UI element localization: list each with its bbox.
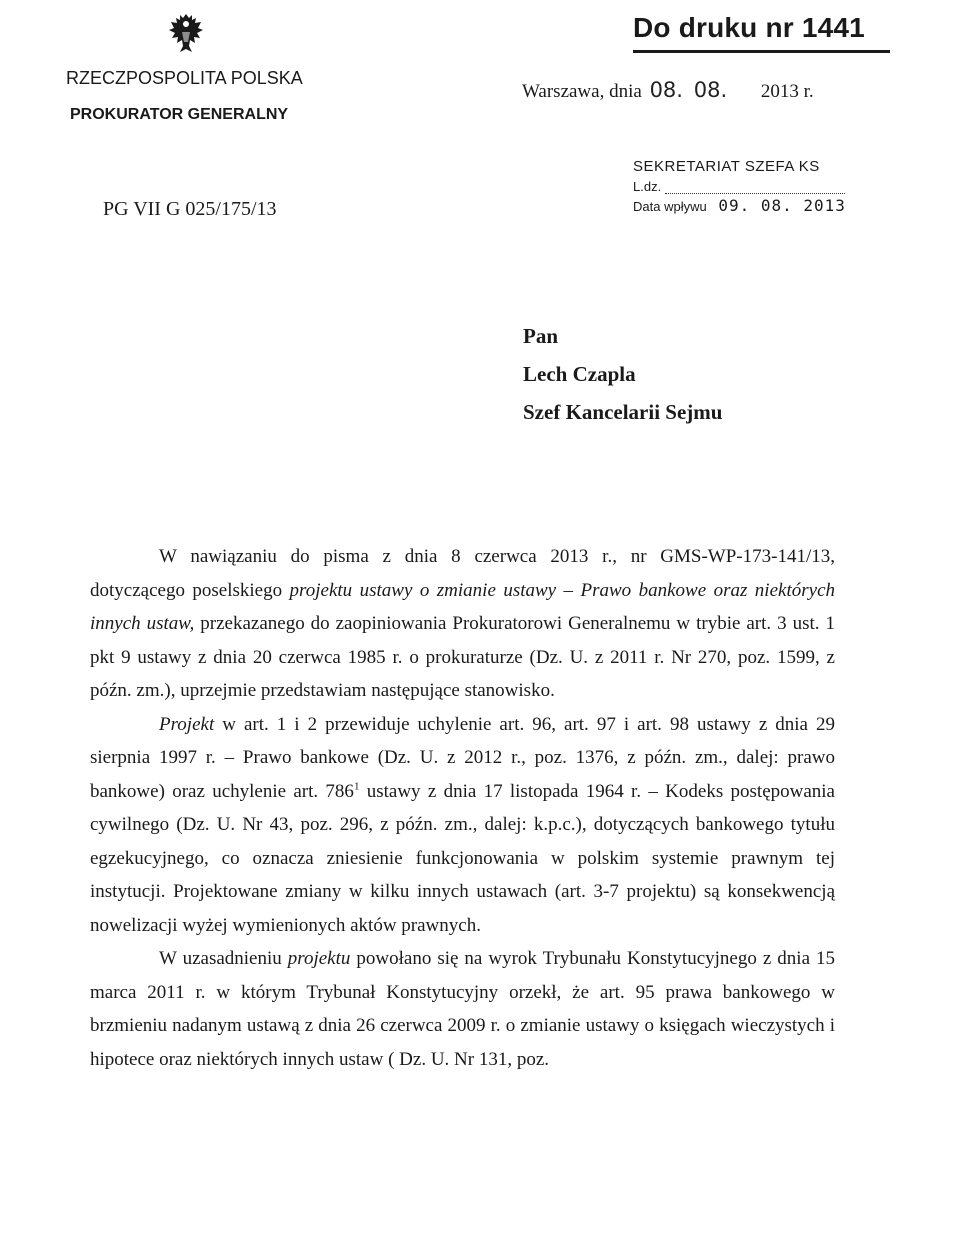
stamp-date: 09. 08. 2013 [718, 196, 846, 215]
reference-number: PG VII G 025/175/13 [103, 198, 277, 220]
stamp-ldz-line [665, 179, 845, 194]
dateline-prefix: Warszawa, dnia [522, 81, 642, 102]
paragraph-text: powołano się na wyrok Trybunału Konstytucyjnego z dnia 15 marca 2011 r. w którym Trybunał Konstytucyjny orzekł, że art. 95 prawa bankowego w brzmieniu nadanym ustawą z dnia 26 czerwca 2009 r. o zmianie ustawy o księgach wieczystych i hipotece oraz niektórych innych ustaw ( Dz. U. Nr 131, poz. [90, 948, 835, 1070]
paragraph-text: w art. 1 i 2 przewiduje uchylenie art. 96, art. 97 i art. 98 ustawy z dnia 29 sierpnia 1997 r. – Prawo bankowe (Dz. U. z 2012 r., poz. 1376, z późn. zm., dalej: prawo bankowe) oraz uchylenie art. 786 [90, 713, 835, 802]
document-number-title: Do druku nr 1441 [633, 12, 865, 43]
polish-eagle-icon [168, 12, 204, 56]
dateline-day: 08. [649, 78, 683, 102]
emphasis: projektu [287, 948, 351, 969]
title-underline [633, 50, 890, 53]
paragraph-text: ustawy z dnia 17 listopada 1964 r. – Kodeks postępowania cywilnego (Dz. U. Nr 43, poz. 296, z późn. zm., dalej: k.p.c.), dotyczących bankowego tytułu egzekucyjnego, co oznacza zniesienie funkcjonowania w polskim systemie prawnym tej instytucji. Projektowane zmiany w kilku innych ustawach (art. 3-7 projektu) są konsekwencją nowelizacji wyżej wymienionych aktów prawnych. [90, 780, 835, 936]
paragraph-text: przekazanego do zaopiniowania Prokuratorowi Generalnemu w trybie art. 3 ust. 1 pkt 9 ustawy z dnia 20 czerwca 1985 r. o prokuraturze (Dz. U. z 2011 r. Nr 270, poz. 1599, z późn. zm.), uprzejmie przedstawiam następujące stanowisko. [90, 613, 835, 701]
dateline-month: 08. [693, 78, 728, 102]
stamp-title: SEKRETARIAT SZEFA KS [633, 158, 820, 175]
issuer-country: RZECZPOSPOLITA POLSKA [66, 68, 303, 88]
stamp-date-label: Data wpływu [633, 199, 707, 214]
recipient-position: Szef Kancelarii Sejmu [523, 400, 723, 424]
emphasis: Projekt [159, 713, 215, 735]
paragraph-text: W nawiązaniu do pisma z dnia 8 czerwca 2013 r., nr GMS-WP-173-141/13, dotyczącego poselskiego [90, 546, 835, 601]
bill-title: projektu ustawy o zmianie ustawy – Prawo bankowe oraz niektórych innych ustaw, [90, 579, 835, 634]
recipient-name: Lech Czapla [523, 362, 636, 386]
receipt-stamp [633, 158, 846, 215]
letter-body [90, 540, 835, 1076]
recipient-salutation: Pan [523, 324, 559, 348]
issuer-office: PROKURATOR GENERALNY [70, 106, 289, 123]
paragraph-3 [90, 942, 835, 1076]
dateline [522, 78, 814, 103]
dateline-year: 2013 r. [760, 81, 814, 102]
paragraph-1 [90, 540, 835, 708]
superscript: 1 [353, 780, 360, 793]
paragraph-text: W uzasadnieniu [159, 948, 288, 969]
stamp-ldz-label: L.dz. [633, 179, 662, 194]
paragraph-2 [90, 708, 835, 943]
